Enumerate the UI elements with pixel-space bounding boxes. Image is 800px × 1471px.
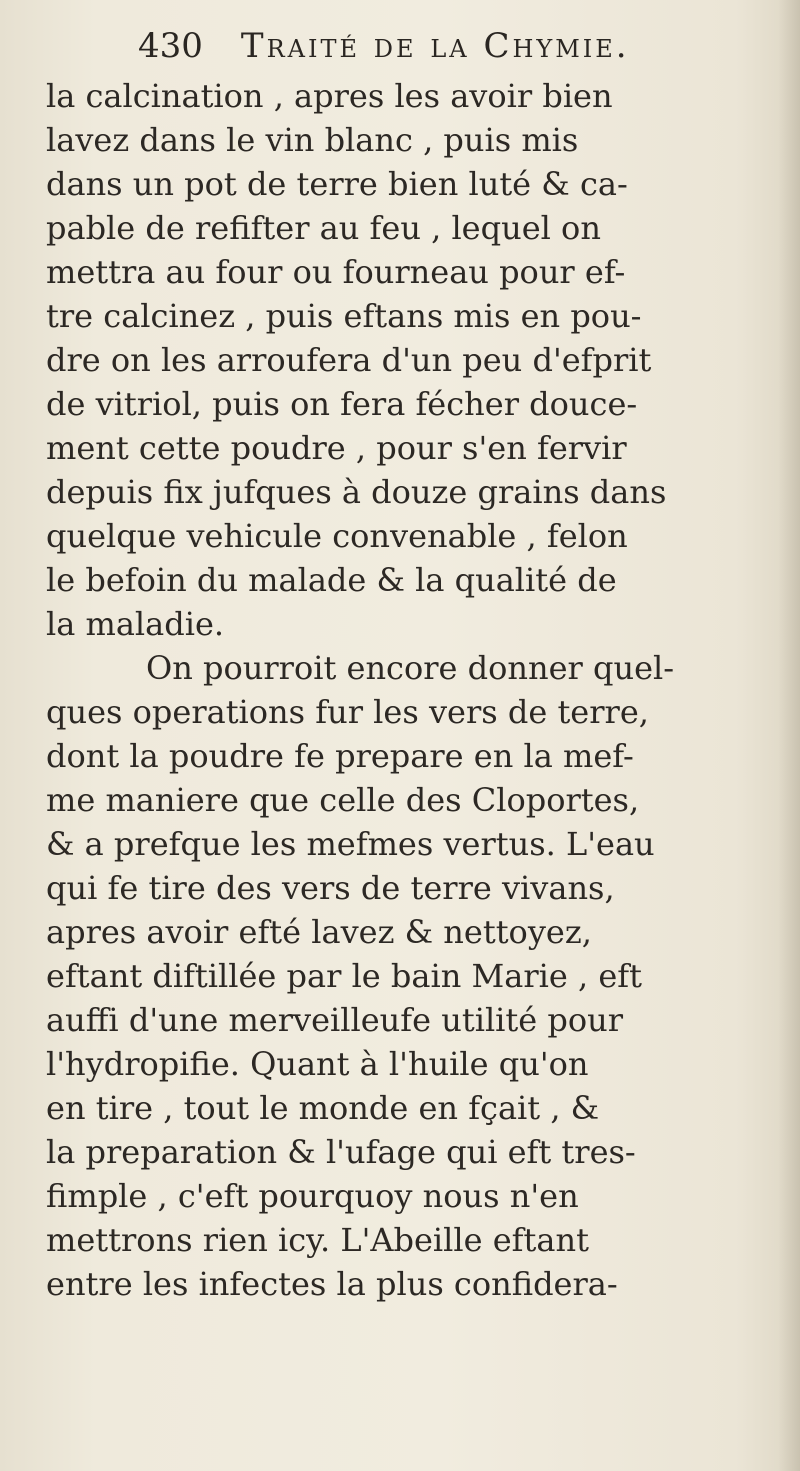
text-line: l'hydropifie. Quant à l'huile qu'on <box>46 1045 589 1083</box>
text-line: depuis fix jufques à douze grains dans <box>46 473 667 511</box>
text-line: tre calcinez , puis eftans mis en pou- <box>46 297 642 335</box>
text-line: me maniere que celle des Cloportes, <box>46 781 640 819</box>
text-line: pable de refifter au feu , lequel on <box>46 209 601 247</box>
text-line: le befoin du malade & la qualité de <box>46 561 617 599</box>
text-line: eftant diftillée par le bain Marie , eft <box>46 957 642 995</box>
text-line: dans un pot de terre bien luté & ca- <box>46 165 628 203</box>
text-line: de vitriol, puis on fera fécher douce- <box>46 385 638 423</box>
running-title: Traité de la Chymie. <box>240 26 630 66</box>
text-line: fimple , c'eft pourquoy nous n'en <box>46 1177 579 1215</box>
running-header <box>138 26 630 72</box>
text-line: mettrons rien icy. L'Abeille eftant <box>46 1221 589 1259</box>
text-line: la calcination , apres les avoir bien <box>46 77 613 115</box>
text-line: quelque vehicule convenable , felon <box>46 517 628 555</box>
text-line: la maladie. <box>46 605 225 643</box>
text-line: entre les infectes la plus confidera- <box>46 1265 618 1303</box>
text-line: dont la poudre fe prepare en la mef- <box>46 737 634 775</box>
text-line: auffi d'une merveilleufe utilité pour <box>46 1001 624 1039</box>
text-line: qui fe tire des vers de terre vivans, <box>46 869 615 907</box>
body-text <box>46 74 796 1306</box>
text-line: ment cette poudre , pour s'en fervir <box>46 429 627 467</box>
text-line: en tire , tout le monde en fçait , & <box>46 1089 600 1127</box>
text-line: apres avoir efté lavez & nettoyez, <box>46 913 592 951</box>
text-line: la preparation & l'ufage qui eft tres- <box>46 1133 636 1171</box>
text-line: & a prefque les mefmes vertus. L'eau <box>46 825 655 863</box>
text-line: lavez dans le vin blanc , puis mis <box>46 121 579 159</box>
text-line: mettra au four ou fourneau pour ef- <box>46 253 626 291</box>
paragraph-first-line: On pourroit encore donner quel- <box>146 649 675 687</box>
text-line: dre on les arroufera d'un peu d'efprit <box>46 341 652 379</box>
page-number: 430 <box>138 26 203 66</box>
text-line: ques operations fur les vers de terre, <box>46 693 649 731</box>
